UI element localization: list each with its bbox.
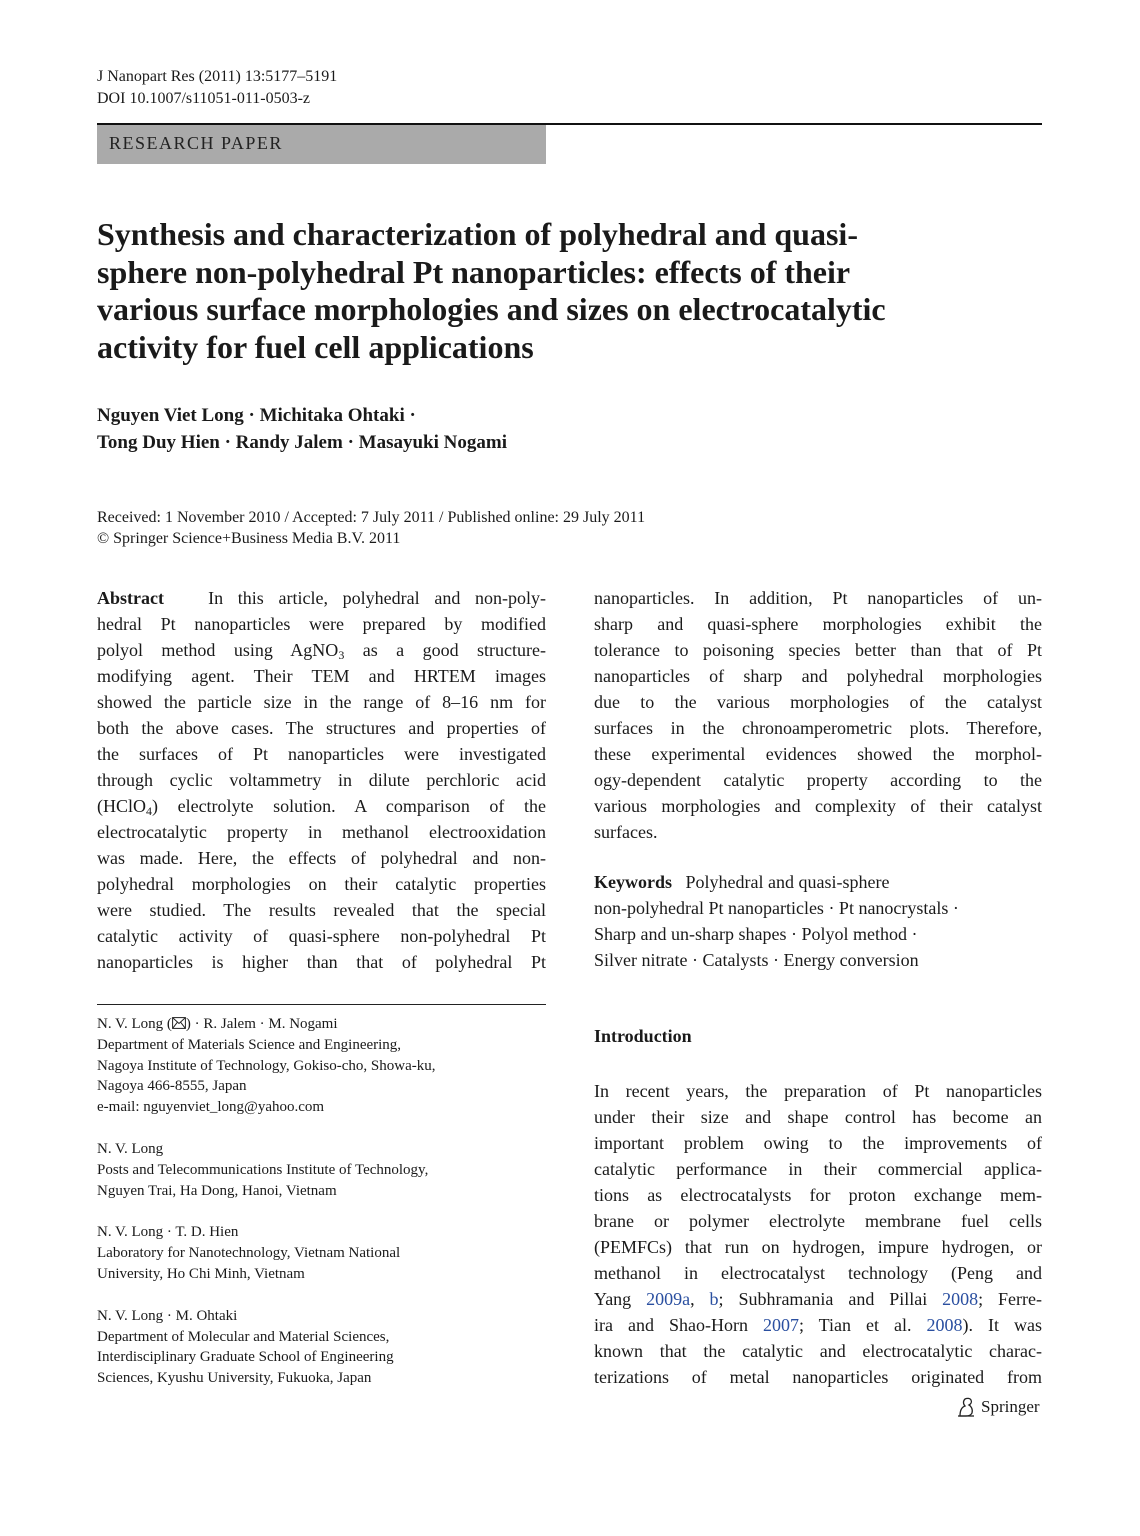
keywords-line: Silver nitrate · Catalysts · Energy conversion [594, 950, 919, 970]
abstract-line: nanoparticles. In addition, Pt nanoparticles of un- [594, 588, 1042, 608]
publisher-name: Springer [981, 1397, 1040, 1416]
affiliation-line: Interdisciplinary Graduate School of Engineering [97, 1349, 394, 1366]
affiliation-block [97, 1306, 435, 1389]
affiliation-block [97, 1139, 435, 1201]
received-accepted-published: Received: 1 November 2010 / Accepted: 7 July 2011 / Published online: 29 July 2011 [97, 509, 646, 526]
title-line: sphere non-polyhedral Pt nanoparticles: effects of their [97, 253, 851, 290]
abstract-line: sharp and quasi-sphere morphologies exhibit the [594, 614, 1042, 634]
affiliations [97, 1014, 435, 1410]
abstract-line: electrocatalytic property in methanol electrooxidation [97, 822, 546, 842]
intro-line: catalytic performance in their commercial applica- [594, 1159, 1042, 1179]
abstract-text: ) electrolyte solution. A comparison of the [152, 796, 546, 816]
publication-dates [97, 507, 645, 549]
intro-line: tions as electrocatalysts for proton exchange mem- [594, 1185, 1042, 1205]
abstract-line: tolerance to poisoning species better than that of Pt [594, 640, 1042, 660]
subscript: 4 [146, 804, 152, 818]
citation-link[interactable]: 2007 [762, 1315, 799, 1335]
intro-line: known that the catalytic and electrocatalytic charac- [594, 1341, 1042, 1361]
abstract-line: catalytic activity of quasi-sphere non-polyhedral Pt [97, 926, 546, 946]
citation-link[interactable]: 2009a [646, 1289, 691, 1309]
introduction-body [594, 1078, 1042, 1390]
abstract-left-column [97, 585, 546, 975]
intro-line: In recent years, the preparation of Pt nanoparticles [594, 1081, 1042, 1101]
abstract-line: the surfaces of Pt nanoparticles were investigated [97, 744, 546, 764]
subscript: 3 [338, 648, 345, 662]
abstract-line [97, 793, 546, 819]
abstract-label: Abstract [97, 588, 164, 608]
citation-link[interactable]: b [709, 1289, 719, 1309]
affiliation-authors: N. V. Long · T. D. Hien [97, 1224, 239, 1241]
affiliation-line: Nagoya 466-8555, Japan [97, 1078, 247, 1095]
email-link[interactable]: e-mail: nguyenviet_long@yahoo.com [97, 1099, 325, 1116]
journal-doi: DOI 10.1007/s11051-011-0503-z [97, 90, 311, 107]
journal-citation: J Nanopart Res (2011) 13:5177–5191 [97, 68, 338, 85]
affiliation-line: Nguyen Trai, Ha Dong, Hanoi, Vietnam [97, 1182, 337, 1199]
keywords-line [594, 869, 959, 895]
abstract-text: (HClO [97, 796, 146, 816]
keywords [594, 869, 959, 973]
citation-link[interactable]: 2008 [942, 1289, 979, 1309]
section-heading-introduction: Introduction [594, 1026, 692, 1046]
author-list [97, 402, 507, 456]
intro-line: under their size and shape control has become an [594, 1107, 1042, 1127]
affiliation-authors: N. V. Long ( ) · R. Jalem · M. Nogami [97, 1016, 338, 1032]
abstract-line: surfaces. [594, 822, 658, 842]
affiliation-line: Laboratory for Nanotechnology, Vietnam National [97, 1245, 401, 1262]
author-line: Nguyen Viet Long · Michitaka Ohtaki · [97, 405, 416, 426]
citation-link[interactable]: 2008 [926, 1315, 963, 1335]
abstract-line: polyhedral morphologies on their catalytic properties [97, 874, 546, 894]
intro-line: important problem owing to the improvements of [594, 1133, 1042, 1153]
abstract-line: through cyclic voltammetry in dilute perchloric acid [97, 770, 546, 790]
affiliation-block [97, 1014, 435, 1118]
affiliation-line: Nagoya Institute of Technology, Gokiso-cho, Showa-ku, [97, 1057, 436, 1074]
intro-line: (PEMFCs) that run on hydrogen, impure hydrogen, or [594, 1237, 1042, 1257]
intro-line: brane or polymer electrolyte membrane fuel cells [594, 1211, 1042, 1231]
abstract-line: ogy-dependent catalytic property according to the [594, 770, 1042, 790]
springer-horse-icon [956, 1396, 976, 1418]
section-banner [97, 125, 546, 164]
copyright-notice: © Springer Science+Business Media B.V. 2011 [97, 530, 401, 547]
affiliation-authors: N. V. Long · M. Ohtaki [97, 1307, 238, 1324]
abstract-line: was made. Here, the effects of polyhedral and non- [97, 848, 546, 868]
abstract-text: polyol method using AgNO [97, 640, 339, 660]
abstract-line [97, 637, 546, 663]
affiliation-block [97, 1222, 435, 1284]
abstract-line: nanoparticles is higher than that of polyhedral Pt [97, 952, 546, 972]
keywords-text: Polyhedral and quasi-sphere [685, 872, 890, 892]
affiliation-line: Sciences, Kyushu University, Fukuoka, Japan [97, 1370, 372, 1387]
abstract-line: surfaces in the chronoamperometric plots. Therefore, [594, 718, 1042, 738]
abstract-line: both the above cases. The structures and properties of [97, 718, 546, 738]
keywords-line: Sharp and un-sharp shapes · Polyol method · [594, 924, 918, 944]
affiliation-line: Department of Materials Science and Engineering, [97, 1036, 402, 1053]
keywords-label: Keywords [594, 872, 672, 892]
envelope-icon[interactable] [172, 1017, 186, 1029]
title-line: activity for fuel cell applications [97, 328, 534, 365]
title-line: Synthesis and characterization of polyhedral and quasi- [97, 216, 858, 252]
affiliation-line: Department of Molecular and Material Sciences, [97, 1328, 390, 1345]
abstract-line: various morphologies and complexity of their catalyst [594, 796, 1042, 816]
section-label: RESEARCH PAPER [109, 133, 283, 153]
abstract-line: modifying agent. Their TEM and HRTEM images [97, 666, 546, 686]
affiliation-line: Posts and Telecommunications Institute of Technology, [97, 1161, 429, 1178]
journal-header [97, 66, 337, 110]
abstract-right-column [594, 585, 1042, 845]
abstract-line: hedral Pt nanoparticles were prepared by modified [97, 614, 546, 634]
intro-line: terizations of metal nanoparticles originated from [594, 1367, 1042, 1387]
affiliation-line: University, Ho Chi Minh, Vietnam [97, 1265, 305, 1282]
abstract-line: nanoparticles of sharp and polyhedral morphologies [594, 666, 1042, 686]
author-line: Tong Duy Hien · Randy Jalem · Masayuki Nogami [97, 432, 507, 453]
abstract-line: due to the various morphologies of the catalyst [594, 692, 1042, 712]
abstract-line: were studied. The results revealed that the special [97, 900, 546, 920]
intro-line: Yang 2009a, b; Subhramania and Pillai 2008; Ferre- [594, 1289, 1043, 1309]
publisher-logo [956, 1396, 1040, 1418]
intro-line: methanol in electrocatalyst technology (Peng and [594, 1263, 1042, 1283]
abstract-text: In this article, polyhedral and non-poly- [208, 588, 547, 608]
paper-title [97, 216, 997, 366]
abstract-line [97, 585, 546, 611]
title-line: various surface morphologies and sizes on electrocatalytic [97, 291, 886, 327]
intro-line: ira and Shao-Horn 2007; Tian et al. 2008). It was [594, 1315, 1043, 1335]
abstract-line: showed the particle size in the range of 8–16 nm for [97, 692, 546, 712]
footnote-rule [97, 1004, 546, 1005]
abstract-line: these experimental evidences showed the morphol- [594, 744, 1042, 764]
keywords-line: non-polyhedral Pt nanoparticles · Pt nanocrystals · [594, 898, 959, 918]
affiliation-authors: N. V. Long [97, 1140, 164, 1157]
abstract-text: as a good structure- [344, 640, 546, 660]
